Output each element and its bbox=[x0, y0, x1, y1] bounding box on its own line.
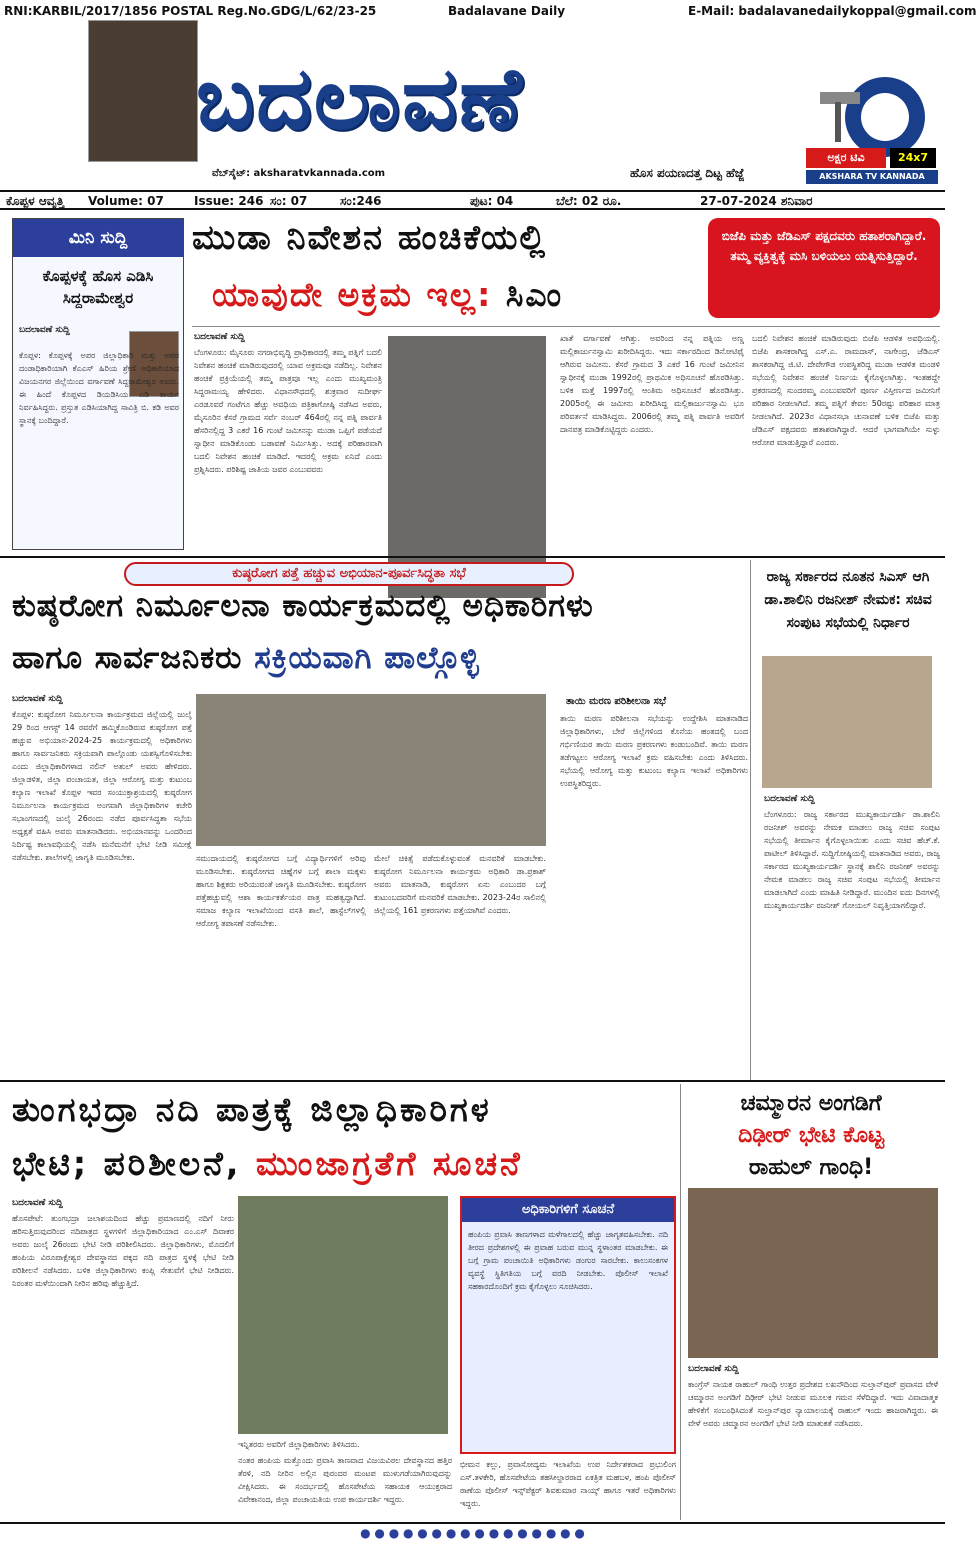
tungabhadra-col-3: ಭೀಮನ ಕಲ್ಲು, ಪ್ರವಾಸೋದ್ಯಮ ಇಲಾಖೆಯ ಉಪ ನಿರ್ದೇಶಕರಾದ ಪ್ರಭುಲಿಂಗ ಎಸ್.ತಳಕೇರಿ, ಹೊಸಪೇಟೆಯ ತಹಸೀಲ್ದಾರರಾದ ಏಕತ್ರಿತ ಮಹಬಳ, ಹಂಪಿ ಪೊಲೀಸ್ ಠಾಣೆಯ ಪೊಲೀಸ್ ಇನ್ಸ್‌ಪೆಕ್ಟರ್ ಶಿವಕುಮಾರ ನಾಯ್ಕ್ ಹಾಗೂ ಇತರೆ ಅಧಿಕಾರಿಗಳು ಇದ್ದರು. bbox=[460, 1460, 676, 1508]
registration-text: RNI:KARBIL/2017/1856 POSTAL Reg.No.GDG/L/62/23-25 bbox=[4, 4, 377, 18]
tungabhadra-headline-2a: ಭೇಟಿ; ಪರಿಶೀಲನೆ, bbox=[12, 1144, 256, 1183]
footer-dots: ● ● ● ● ● ● ● ● ● ● ● ● ● ● ● ● bbox=[360, 1526, 585, 1540]
email-text: E-Mail: badalavanedailykoppal@gmail.com bbox=[688, 4, 976, 18]
officials-notice-box bbox=[460, 1196, 676, 1454]
mini-news-box bbox=[12, 218, 184, 550]
lead-headline-2b: ಸಿಎಂ bbox=[492, 275, 564, 314]
leprosy-col-2: ಸಮುದಾಯದಲ್ಲಿ ಕುಷ್ಠರೋಗದ ಬಗ್ಗೆ ವಿದ್ಯಾರ್ಥಿಗಳಿಗೆ ಅರಿವು ಮೂಡಿಸಬೇಕು. ಕುಷ್ಠರೋಗದ ಚಿಹ್ನೆಗಳ ಬಗ್ಗೆ ಶಾಲಾ ಮಕ್ಕಳು ಹಾಗೂ ಶಿಕ್ಷಕರು ಅರಿಯುವಂತೆ ಜಾಗೃತಿ ಮೂಡಿಸಬೇಕು. ಕುಷ್ಠರೋಗ ಪತ್ತೆಹಚ್ಚುವಲ್ಲಿ ಆಶಾ ಕಾರ್ಯಕರ್ತೆಯರ ಪಾತ್ರ ಮಹತ್ವದ್ದಾಗಿದೆ. ಸಮಾಜ ಕಲ್ಯಾಣ ಇಲಾಖೆಯಿಂದ ವಸತಿ ಶಾಲೆ, ಹಾಸ್ಟೆಲ್‌ಗಳಲ್ಲಿ ಆರೋಗ್ಯ ತಪಾಸಣೆ ನಡೆಸಬೇಕು. bbox=[196, 854, 366, 928]
rahul-title-1: ಚಮ್ಮಾರನ ಅಂಗಡಿಗೆ bbox=[740, 1091, 882, 1116]
notice-body: ಹಂಪಿಯ ಪ್ರವಾಸಿ ತಾಣಗಳಾದ ಮಳೆಗಾಲದಲ್ಲಿ ಹೆಚ್ಚು ಜಾಗೃತವಹಿಸಬೇಕು. ನದಿ ತೀರದ ಪ್ರದೇಶಗಳಲ್ಲಿ ಈ ಪ್ರವಾಹ ಬರುವ ಮುನ್ನ ಸ್ಥಳಾಂತರ ಮಾಡಬೇಕು. ಈ ಬಗ್ಗೆ ಗ್ರಾಮ ಪಂಚಾಯಿತಿ ಅಧಿಕಾರಿಗಳು ಡಂಗುರ ಸಾರಬೇಕು. ಕಾಲುಸಂಕಗಳ ವ್ಯವಸ್ಥೆ ಸ್ಥಿತಿಗತಿಯ ಬಗ್ಗೆ ವರದಿ ನೀಡಬೇಕು. ಪೊಲೀಸ್ ಇಲಾಖೆ ಸಹಕಾರದೊಂದಿಗೆ ಕ್ರಮ ಕೈಗೊಳ್ಳಲು ಸೂಚಿಸಿದರು. bbox=[468, 1230, 668, 1291]
leprosy-col-3: ಮೇಲೆ ಚಿಕಿತ್ಸೆ ಪಡೆದುಕೊಳ್ಳುವಂತೆ ಮನವರಿಕೆ ಮಾಡಬೇಕು. ಕುಷ್ಠರೋಗ ನಿರ್ಮೂಲನಾ ಕಾರ್ಯಕ್ರಮ ಅಧಿಕಾರಿ ಡಾ.ಪ್ರಕಾಶ್ ಅವರು ಮಾತನಾಡಿ, ಕುಷ್ಠರೋಗ ಏನು ಎಂಬುದರ ಬಗ್ಗೆ ಕುಟುಂಬದವರಿಗೆ ಮನವರಿಕೆ ಮಾಡಬೇಕು. 2023-24ರ ಸಾಲಿನಲ್ಲಿ ಜಿಲ್ಲೆಯಲ್ಲಿ 161 ಪ್ರಕರಣಗಳು ಪತ್ತೆಯಾಗಿವೆ ಎಂದರು. bbox=[374, 854, 546, 915]
leprosy-strap: ಕುಷ್ಠರೋಗ ಪತ್ತೆ ಹಚ್ಚುವ ಅಭಿಯಾನ-ಪೂರ್ವಸಿದ್ಧತಾ ಸಭೆ bbox=[124, 562, 574, 586]
tungabhadra-col-1: ಹೊಸಪೇಟೆ: ತುಂಗಭದ್ರಾ ಜಲಾಶಯದಿಂದ ಹೆಚ್ಚು ಪ್ರಮಾಣದಲ್ಲಿ ನದಿಗೆ ನೀರು ಹರಿಸುತ್ತಿರುವುದರಿಂದ ನದಿಪಾತ್ರದ ಸ್ಥಳಗಳಿಗೆ ಜಿಲ್ಲಾಧಿಕಾರಿಯಾದ ಎಂ.ಎಸ್ ದಿವಾಕರ ಅವರು ಜುಲೈ 26ರಂದು ಭೇಟಿ ನೀಡಿ ಪರಿಶೀಲಿಸಿದರು. ಜಿಲ್ಲಾಧಿಕಾರಿಗಳು, ಮೊದಲಿಗೆ ಹಂಪಿಯ ವಿರೂಪಾಕ್ಷೇಶ್ವರ ದೇವಸ್ಥಾನದ ಪಕ್ಕದ ನದಿ ಪಾತ್ರದ ಸ್ಥಳಕ್ಕೆ ಭೇಟಿ ನೀಡಿ ಪರಿಶೀಲನೆ ನಡೆಸಿದರು. ಬಳಿಕ ಜಿಲ್ಲಾಧಿಕಾರಿಗಳು ಕಂಪ್ಲಿ ಸೇತುವೆಗೆ ಭೇಟಿ ನೀಡಿದರು. ನಿರಂತರ ಮಳೆಯಿಂದಾಗಿ ನೀರಿನ ಹರಿವು ಹೆಚ್ಚುತ್ತಿದೆ. bbox=[12, 1214, 234, 1288]
rahul-title bbox=[682, 1088, 940, 1184]
notice-heading: ಅಧಿಕಾರಿಗಳಿಗೆ ಸೂಚನೆ bbox=[462, 1198, 674, 1222]
tungabhadra-headline-2b: ಮುಂಜಾಗ್ರತೆಗೆ ಸೂಚನೆ bbox=[255, 1144, 523, 1183]
tv-badge: 24x7 bbox=[890, 148, 936, 168]
mini-news-body: ಕೊಪ್ಪಳ: ಕೊಪ್ಪಳಕ್ಕೆ ಅಪರ ಜಿಲ್ಲಾಧಿಕಾರಿ ಮತ್ತು ಅಪರ ದಂಡಾಧಿಕಾರಿಯಾಗಿ ಕೆಎಎಸ್ ಹಿರಿಯ ಶ್ರೇಣಿ ಅಧಿಕಾರಿಯಾದ ವಿಜಯನಗರ ಜಿಲ್ಲೆಯಿಂದ ವರ್ಗಾವಣೆ ಸಿದ್ದರಾಮೇಶ್ವರ ಅವರು. ಈ ಹಿಂದೆ ಕೊಪ್ಪಳದ ಡಿಯಡಿಸಿಯ ಎಡಿ ಕಾರ್ಯ ನಿರ್ವಹಿಸಿದ್ದರು. ಪ್ರಸ್ತುತ ಎಡಿಸಿಯಾಗಿದ್ದ ಸಾವಿತ್ರಿ ಬಿ. ಕಡಿ ಅವರ ಸ್ಥಾನಕ್ಕೆ ಬಂದಿದ್ದಾರೆ. bbox=[19, 351, 179, 425]
tungabhadra-byline: ಬದಲಾವಣೆ ಸುದ್ದಿ bbox=[12, 1198, 63, 1208]
mini-news-heading: ಮಿನಿ ಸುದ್ದಿ bbox=[13, 219, 183, 257]
leprosy-headline-1: ಕುಷ್ಠರೋಗ ನಿರ್ಮೂಲನಾ ಕಾರ್ಯಕ್ರಮದಲ್ಲಿ ಅಧಿಕಾರಿಗಳು bbox=[12, 588, 594, 624]
tagline: ಹೊಸ ಪಯಣದತ್ತ ದಿಟ್ಟ ಹೆಜ್ಜೆ bbox=[630, 166, 745, 180]
tv-logo-sub: AKSHARA TV KANNADA bbox=[806, 170, 938, 184]
leprosy-col-4: ತಾಯಿ ಮರಣ ಪರಿಶೀಲನಾ ಸಭೆಯನ್ನು ಉದ್ದೇಶಿಸಿ ಮಾತನಾಡಿದ ಜಿಲ್ಲಾಧಿಕಾರಿಗಳು, ಬೇರೆ ಜಿಲ್ಲೆಗಳಿಂದ ಕೊನೆಯ ಹಂತದಲ್ಲಿ ಬಂದ ಗರ್ಭಿಣಿಯರ ತಾಯಿ ಮರಣ ಪ್ರಕರಣಗಳು ಕಂಡುಬಂದಿವೆ. ತಾಯಿ ಮರಣ ತಡೆಗಟ್ಟಲು ಆರೋಗ್ಯ ಇಲಾಖೆ ಕ್ರಮ ವಹಿಸಬೇಕು ಎಂದು ತಿಳಿಸಿದರು. ಸಭೆಯಲ್ಲಿ ಆರೋಗ್ಯ ಮತ್ತು ಕುಟುಂಬ ಕಲ್ಯಾಣ ಇಲಾಖೆ ಅಧಿಕಾರಿಗಳು ಉಪಸ್ಥಿತರಿದ್ದರು. bbox=[560, 714, 748, 788]
lead-col-3: ಖಾತೆ ವರ್ಗಾವಣೆ ಆಗಿತ್ತು. ಅವರಿಂದ ನನ್ನ ಪತ್ನಿಯ ಅಣ್ಣ ಮಲ್ಲಿಕಾರ್ಜುನಸ್ವಾಮಿ ಖರೀದಿಸಿದ್ದರು. ಇದು ಸರ್ಕಾರದಿಂದ ಡಿನೋಟಿಫೈ ಆಗಿರುವ ಜಮೀನು. ಕೆಸರೆ ಗ್ರಾಮದ 3 ಎಕರೆ 16 ಗುಂಟೆ ಜಮೀನಿನ ಸ್ವಾಧೀನಕ್ಕೆ ಮುಡಾ 1992ರಲ್ಲಿ ಪ್ರಾಥಮಿಕ ಅಧಿಸೂಚನೆ ಹೊರಡಿಸಿತ್ತು. ಬಳಿಕ ಮತ್ತೆ 1997ರಲ್ಲಿ ಆಂತಿಮ ಅಧಿಸೂಚನೆ ಹೊರಡಿಸಿತ್ತು. 2005ರಲ್ಲಿ ಈ ಜಮೀನು ಖರೀದಿಸಿದ್ದ ಮಲ್ಲಿಕಾರ್ಜುನಸ್ವಾಮಿ ಭೂ ಪರಿವರ್ತನೆ ಮಾಡಿಸಿದ್ದರು. 2006ರಲ್ಲಿ ತಮ್ಮ ಪತ್ನಿ ಪಾರ್ವತಿ ಅವರಿಗೆ ದಾನಪತ್ರ ಮಾಡಿಕೊಟ್ಟಿದ್ದರು ಎಂದರು. bbox=[560, 334, 744, 434]
tungabhadra-headline-1: ತುಂಗಭದ್ರಾ ನದಿ ಪಾತ್ರಕ್ಕೆ ಜಿಲ್ಲಾಧಿಕಾರಿಗಳ bbox=[12, 1090, 492, 1129]
tv-logo bbox=[780, 72, 940, 190]
cs-news-body: ಬೆಂಗಳೂರು: ರಾಜ್ಯ ಸರ್ಕಾರದ ಮುಖ್ಯಕಾರ್ಯದರ್ಶಿ ಡಾ.ಶಾಲಿನಿ ರಜನೀಶ್ ಅವರನ್ನು ನೇಮಕ ಮಾಡಲು ರಾಜ್ಯ ಸಚಿವ ಸಂಪುಟ ಸಭೆಯಲ್ಲಿ ತೀರ್ಮಾನ ಕೈಗೊಳ್ಳಲಾಯಿತು ಎಂದು ಸಚಿವ ಹೆಚ್.ಕೆ. ಪಾಟೀಲ್ ತಿಳಿಸಿದ್ದಾರೆ. ಸುದ್ದಿಗೋಷ್ಠಿಯಲ್ಲಿ ಮಾತನಾಡಿದ ಅವರು, ರಾಜ್ಯ ಸರ್ಕಾರದ ಮುಖ್ಯಕಾರ್ಯದರ್ಶಿ ಸ್ಥಾನಕ್ಕೆ ಶಾಲಿನಿ ರಜನೀಶ್ ಅವರನ್ನು ನೇಮಕ ಮಾಡಲು ರಾಜ್ಯ ಸಚಿವ ಸಂಪುಟ ಸಭೆಯಲ್ಲಿ ತೀರ್ಮಾನ ಮಾಡಲಾಗಿದೆ ಎಂದು ಮಾಹಿತಿ ನೀಡಿದ್ದಾರೆ. ಮುಂದಿನ ಐದು ದಿನಗಳಲ್ಲಿ ಮುಖ್ಯಕಾರ್ಯದರ್ಶಿ ರಜನೀಶ್ ಗೋಯಲ್ ನಿವೃತ್ತಿಯಾಗಲಿದ್ದಾರೆ. bbox=[764, 810, 940, 910]
lead-byline: ಬದಲಾವಣೆ ಸುದ್ದಿ bbox=[194, 332, 245, 342]
masthead-title: ಬದಲಾವಣೆ bbox=[196, 49, 524, 149]
lead-col-1: ಬೆಂಗಳೂರು: ಮೈಸೂರು ನಗರಾಭಿವೃದ್ಧಿ ಪ್ರಾಧಿಕಾರದಲ್ಲಿ ತಮ್ಮ ಪತ್ನಿಗೆ ಬದಲಿ ನಿವೇಶನ ಹಂಚಿಕೆ ಮಾಡಿರುವುದರಲ್ಲಿ ಯಾವ ಅಕ್ರಮವೂ ನಡೆದಿಲ್ಲ. ನಿವೇಶನ ಹಂಚಿಕೆ ಪ್ರಕ್ರಿಯೆಯಲ್ಲಿ ತಮ್ಮ ಪಾತ್ರವೂ ಇಲ್ಲ ಎಂದು ಮುಖ್ಯಮಂತ್ರಿ ಸಿದ್ದರಾಮಯ್ಯ ಹೇಳಿದರು. ವಿಧಾನಸೌಧದಲ್ಲಿ ಶುಕ್ರವಾರ ಸುದೀರ್ಘ ಎರಡೂವರೆ ಗಂಟೆಗೂ ಹೆಚ್ಚು ಅವಧಿಯ ಪತ್ರಿಕಾಗೋಷ್ಠಿ ನಡೆಸಿದ ಅವರು, ಮೈಸೂರಿನ ಕೆಸರೆ ಗ್ರಾಮದ ಸರ್ವೆ ನಂಬರ್ 464ರಲ್ಲಿ ನನ್ನ ಪತ್ನಿ ಪಾರ್ವತಿ ಹೆಸರಿನಲ್ಲಿದ್ದ 3 ಎಕರೆ 16 ಗುಂಟೆ ಜಮೀನನ್ನು ಮುಡಾ ಒಪ್ಪಿಗೆ ಪಡೆಯದೆ ಸ್ವಾಧೀನ ಮಾಡಿಕೊಂಡು ಬಡಾವಣೆ ನಿರ್ಮಿಸಿತ್ತು. ಅದಕ್ಕೆ ಪರಿಹಾರವಾಗಿ ಬದಲಿ ನಿವೇಶನ ಹಂಚಿಕೆ ಮಾಡಿದೆ. ಇದರಲ್ಲಿ ಅಕ್ರಮ ಏನಿದೆ ಎಂದು ಪ್ರಶ್ನಿಸಿದರು. ಪರಿಶಿಷ್ಟ ಜಾತಿಯ ಜವರ ಎಂಬುವವರು bbox=[194, 348, 382, 474]
sam: ಸಂ: 07 bbox=[270, 194, 308, 208]
edition: ಕೊಪ್ಪಳ ಆವೃತ್ತಿ bbox=[6, 194, 65, 208]
river-visit-photo bbox=[238, 1196, 448, 1434]
issue: Issue: 246 bbox=[194, 194, 264, 208]
sam2: ಸಂ:246 bbox=[340, 194, 382, 208]
leprosy-col-1: ಕೊಪ್ಪಳ: ಕುಷ್ಠರೋಗ ನಿರ್ಮೂಲನಾ ಕಾರ್ಯಕ್ರಮದ ಜಿಲ್ಲೆಯಲ್ಲಿ ಜುಲೈ 29 ರಿಂದ ಆಗಸ್ಟ್ 14 ರವರೆಗೆ ಹಮ್ಮಿಕೊಂಡಿರುವ ಕುಷ್ಠರೋಗ ಪತ್ತೆ ಹಚ್ಚುವ ಅಭಿಯಾನ-2024-25 ಕಾರ್ಯಕ್ರಮದಲ್ಲಿ ಅಧಿಕಾರಿಗಳು ಹಾಗೂ ಸಾರ್ವಜನಿಕರು ಸಕ್ರಿಯವಾಗಿ ಪಾಲ್ಗೊಂಡು ಯಶಸ್ವಿಗೊಳಿಸಬೇಕು ಎಂದು ಜಿಲ್ಲಾಧಿಕಾರಿಗಳಾದ ನಲಿನ್ ಅತುಲ್ ಅವರು ಹೇಳಿದರು. ಜಿಲ್ಲಾಡಳಿತ, ಜಿಲ್ಲಾ ಪಂಚಾಯತ, ಜಿಲ್ಲಾ ಆರೋಗ್ಯ ಮತ್ತು ಕುಟುಂಬ ಕಲ್ಯಾಣ ಇಲಾಖೆ ಕೊಪ್ಪಳ ಇವರ ಸಂಯುಕ್ತಾಶ್ರಯದಲ್ಲಿ ಕುಷ್ಠರೋಗ ನಿರ್ಮೂಲನಾ ಕಾರ್ಯಕ್ರಮದ ಅಂಗವಾಗಿ ಜಿಲ್ಲಾಧಿಕಾರಿಗಳ ಕಚೇರಿ ಸಭಾಂಗಣದಲ್ಲಿ ಜುಲೈ 26ರಂದು ನಡೆದ ಪೂರ್ವಸಿದ್ಧತಾ ಸಭೆಯ ಅಧ್ಯಕ್ಷತೆ ವಹಿಸಿ ಅವರು ಮಾತನಾಡಿದರು. ಅಭಿಯಾನವನ್ನು ಒಂದರಿಂದ ನಿರ್ದಿಷ್ಟ ಕಾಲಾವಧಿಯಲ್ಲಿ ನಡೆಸಿ ಮನೆಮನೆಗೆ ಭೇಟಿ ನೀಡಿ ಸಮೀಕ್ಷೆ ನಡೆಸಬೇಕು. ಶಾಲೆಗಳಲ್ಲಿ ಜಾಗೃತಿ ಮೂಡಿಸಬೇಕು. bbox=[12, 710, 192, 862]
lead-headline-1: ಮುಡಾ ನಿವೇಶನ ಹಂಚಿಕೆಯಲ್ಲಿ bbox=[192, 218, 548, 258]
maternal-death-subheading: ತಾಯಿ ಮರಣ ಪರಿಶೀಲನಾ ಸಭೆ bbox=[566, 696, 667, 707]
tv-logo-label: ಅಕ್ಷರ ಟಿವಿ bbox=[806, 148, 886, 168]
tungabhadra-headline-2 bbox=[12, 1144, 682, 1184]
website-text: ವೆಬ್‌ಸೈಟ್: aksharatvkannada.com bbox=[212, 168, 386, 179]
daily-label: Badalavane Daily bbox=[448, 4, 566, 18]
lead-headline-2 bbox=[212, 275, 702, 315]
tungabhadra-col-2: ನಂತರ ಹಂಪಿಯ ಮತ್ತೊಂದು ಪ್ರವಾಸಿ ತಾಣವಾದ ವಿಜಯವಿಠಲ ದೇವಸ್ಥಾನದ ಹತ್ತಿರ ತೆರಳಿ, ನದಿ ನೀರಿನ ಅಲ್ಲಿನ ಪುರಂದರ ಮಂಟಪ ಮುಳುಗಡೆಯಾಗಿರುವುದನ್ನು ವೀಕ್ಷಿಸಿದರು. ಈ ಸಂದರ್ಭದಲ್ಲಿ ಹೊಸಪೇಟೆಯ ಸಹಾಯಕ ಆಯುಕ್ತರಾದ ವಿವೇಕಾನಂದ, ಜಿಲ್ಲಾ ಪಂಚಾಯತಿಯ ಉಪ ಕಾರ್ಯದರ್ಶಿ ಇದ್ದರು. bbox=[238, 1456, 452, 1504]
rahul-body: ಕಾಂಗ್ರೆಸ್ ನಾಯಕ ರಾಹುಲ್ ಗಾಂಧಿ ಉತ್ತರ ಪ್ರದೇಶದ ಲಖನೌದಿಂದ ಸುಲ್ತಾನ್‌ಪುರ್ ಪ್ರವಾಸದ ವೇಳೆ ಚಮ್ಮಾರನ ಅಂಗಡಿಗೆ ದಿಢೀರ್ ಭೇಟಿ ನೀಡುವ ಮೂಲಕ ಗಮನ ಸೆಳೆದಿದ್ದಾರೆ. ಇದು ವಿವಾದಾತ್ಮಕ ಹೇಳಿಕೆಗೆ ಸಂಬಂಧಿಸಿದಂತೆ ಸುಲ್ತಾನ್‌ಪುರ ನ್ಯಾಯಾಲಯಕ್ಕೆ ರಾಹುಲ್ ಇಂದು ಹಾಜರಾಗಿದ್ದರು. ಈ ವೇಳೆ ಅವರು ಚಮ್ಮಾರನ ಅಂಗಡಿಗೆ ಭೇಟಿ ನೀಡಿ ಮಾತುಕತೆ ನಡೆಸಿದರು. bbox=[688, 1380, 938, 1428]
lead-headline-2a: ಯಾವುದೇ ಅಕ್ರಮ ಇಲ್ಲ: bbox=[212, 275, 493, 314]
leprosy-byline: ಬದಲಾವಣೆ ಸುದ್ದಿ bbox=[12, 694, 63, 704]
leprosy-headline-2b: ಸಕ್ರಿಯವಾಗಿ ಪಾಲ್ಗೊಳ್ಳಿ bbox=[254, 640, 480, 676]
river-photo-caption: ಇನ್ನಿತರರು ಅವರಿಗೆ ಜಿಲ್ಲಾಧಿಕಾರಿಗಳು ತಿಳಿಸಿದರು. bbox=[238, 1440, 360, 1449]
cs-news-title: ರಾಜ್ಯ ಸರ್ಕಾರದ ನೂತನ ಸಿಎಸ್ ಆಗಿ ಡಾ.ಶಾಲಿನಿ ರಜನೀಶ್ ನೇಮಕ: ಸಚಿವ ಸಂಪುಟ ಸಭೆಯಲ್ಲಿ ನಿರ್ಧಾರ bbox=[764, 569, 932, 631]
leprosy-headline-2 bbox=[12, 640, 752, 677]
date: 27-07-2024 ಶನಿವಾರ bbox=[700, 194, 813, 208]
cs-news-byline: ಬದಲಾವಣೆ ಸುದ್ದಿ bbox=[764, 794, 815, 804]
price: ಬೆಲೆ: 02 ರೂ. bbox=[556, 194, 622, 208]
lead-col-4: ಬದಲಿ ನಿವೇಶನ ಹಂಚಿಕೆ ಮಾಡಿರುವುದು ಬಿಜೆಪಿ ಆಡಳಿತ ಅವಧಿಯಲ್ಲಿ. ಬಿಜೆಪಿ ಶಾಸಕರಾಗಿದ್ದ ಎಸ್.ಎ. ರಾಮದಾಸ್, ನಾಗೇಂದ್ರ, ಜೆಡಿಎಸ್ ಶಾಸಕರಾಗಿದ್ದ ಜಿ.ಟಿ. ದೇವೇಗೌಡ ಉಪಸ್ಥಿತರಿದ್ದ ಮುಡಾ ಆಡಳಿತ ಮಂಡಳಿ ಸಭೆಯಲ್ಲಿ ನಿವೇಶನ ಹಂಚಿಕೆ ನಿರ್ಣಯ ಕೈಗೊಳ್ಳಲಾಗಿತ್ತು. ಇಂತಹದ್ದೇ ಪ್ರಕರಣದಲ್ಲಿ ಸುಂದರಮ್ಮ ಎಂಬುವವರಿಗೆ ಪೂರ್ಣ ವಿಸ್ತೀರ್ಣದ ಜಮೀನಿಗೆ ಪರಿಹಾರ ನೀಡಲಾಗಿದೆ. ತಮ್ಮ ಪತ್ನಿಗೆ ಕೇವಲ 50ರಷ್ಟು ಪರಿಹಾರ ಮಾತ್ರ ನೀಡಲಾಗಿದೆ. 2023ರ ವಿಧಾನಸಭಾ ಚುನಾವಣೆ ಬಳಿಕ ಬಿಜೆಪಿ ಮತ್ತು ಜೆಡಿಎಸ್ ಪಕ್ಷದವರು ಹತಾಶರಾಗಿದ್ದಾರೆ. ಆದರೆ ಭಾಗವಾಗಿಯೇ ಸುಳ್ಳು ಆರೋಪ ಮಾಡುತ್ತಿದ್ದಾರೆ ಎಂದರು. bbox=[752, 334, 940, 447]
lead-quote-box: ಬಿಜೆಪಿ ಮತ್ತು ಜೆಡಿಎಸ್ ಪಕ್ಷದವರು ಹತಾಶರಾಗಿದ್ದಾರೆ. ತಮ್ಮ ವ್ಯಕ್ತಿತ್ವಕ್ಕೆ ಮಸಿ ಬಳಿಯಲು ಯತ್ನಿಸುತ್ತಿದ್ದಾರೆ. bbox=[708, 218, 940, 318]
cm-press-photo bbox=[388, 336, 546, 598]
rahul-byline: ಬದಲಾವಣೆ ಸುದ್ದಿ bbox=[688, 1364, 739, 1374]
volume: Volume: 07 bbox=[88, 194, 164, 208]
rahul-title-2: ದಿಢೀರ್ ಭೇಟಿ ಕೊಟ್ಟ bbox=[738, 1123, 884, 1148]
rahul-cobbler-photo bbox=[688, 1188, 938, 1358]
editor-photo bbox=[88, 20, 198, 162]
pages: ಪುಟ: 04 bbox=[470, 194, 514, 208]
cs-news bbox=[754, 566, 942, 986]
mini-news-title: ಕೊಪ್ಪಳಕ್ಕೆ ಹೊಸ ಎಡಿಸಿ ಸಿದ್ದರಾಮೇಶ್ವರ bbox=[42, 267, 154, 307]
issue-bar bbox=[0, 190, 945, 210]
rahul-title-3: ರಾಹುಲ್ ಗಾಂಧಿ! bbox=[748, 1155, 874, 1180]
mini-news-byline: ಬದಲಾವಣೆ ಸುದ್ದಿ bbox=[19, 325, 70, 335]
shalini-photo bbox=[762, 656, 932, 788]
leprosy-meeting-photo bbox=[196, 694, 546, 846]
leprosy-headline-2a: ಹಾಗೂ ಸಾರ್ವಜನಿಕರು bbox=[12, 640, 255, 676]
